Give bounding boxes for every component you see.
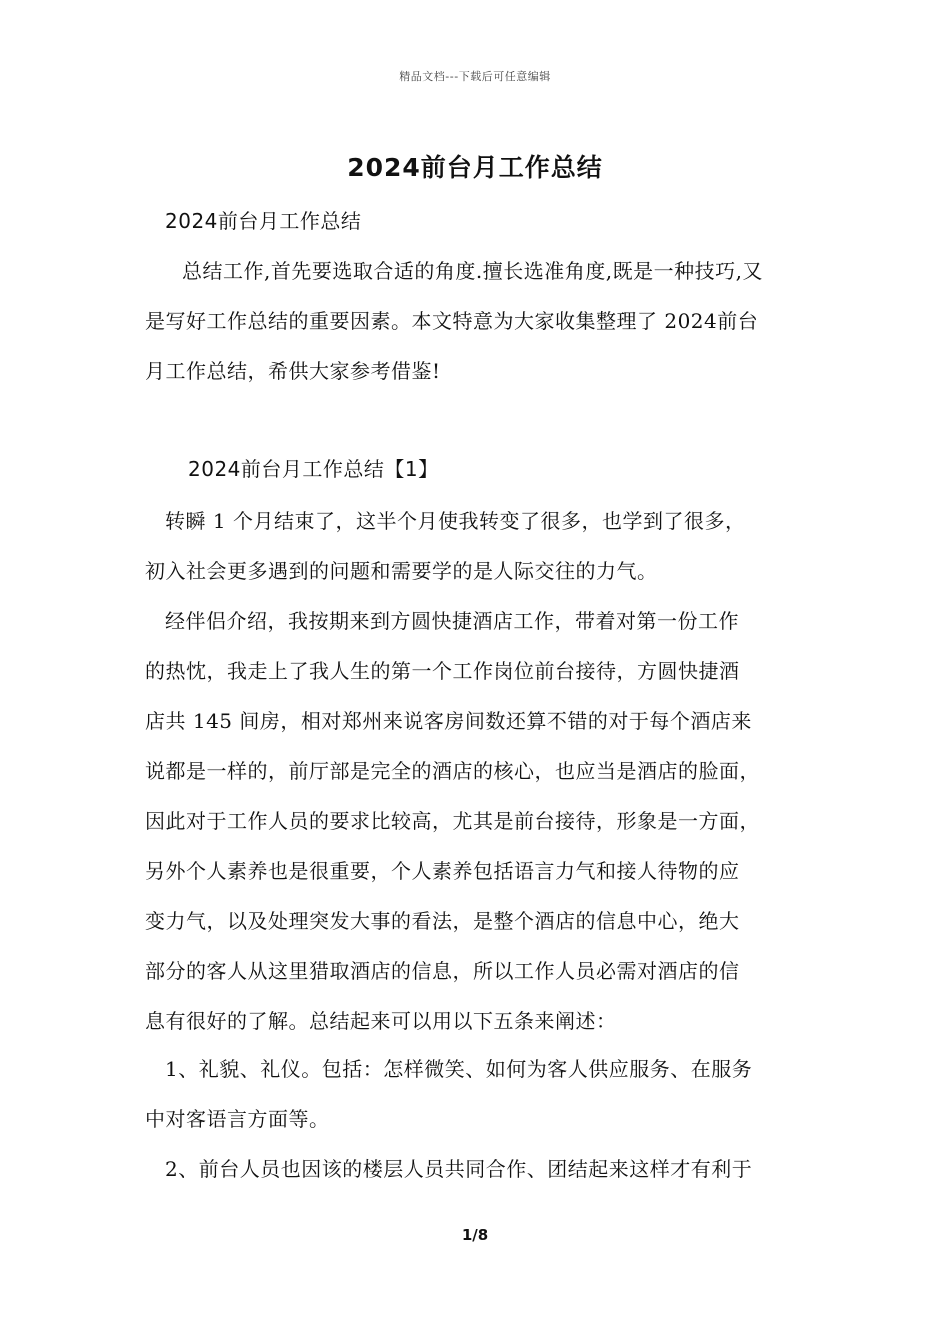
para2-line-8: 部分的客人从这里猎取酒店的信息，所以工作人员必需对酒店的信: [145, 959, 740, 983]
document-title: 2024前台月工作总结: [347, 153, 603, 182]
para2-line-1: 经伴侣介绍，我按期来到方圆快捷酒店工作，带着对第一份工作: [165, 609, 739, 633]
intro-line-1: 总结工作,首先要选取合适的角度.擅长选准角度,既是一种技巧,又: [182, 259, 763, 283]
para2-line-4: 说都是一样的，前厅部是完全的酒店的核心，也应当是酒店的脸面，: [145, 759, 760, 783]
intro-line-3: 月工作总结，希供大家参考借鉴!: [145, 359, 441, 383]
item1-line-2: 中对客语言方面等。: [145, 1107, 330, 1131]
para2-line-5: 因此对于工作人员的要求比较高，尤其是前台接待，形象是一方面，: [145, 809, 760, 833]
intro-line-2: 是写好工作总结的重要因素。本文特意为大家收集整理了 2024前台: [145, 309, 759, 333]
page-header: 精品文档---下载后可任意编辑: [399, 70, 551, 83]
item1-line-1: 1、礼貌、礼仪。包括：怎样微笑、如何为客人供应服务、在服务: [165, 1057, 753, 1081]
page-number: 1/8: [461, 1226, 489, 1244]
para2-line-9: 息有很好的了解。总结起来可以用以下五条来阐述：: [145, 1009, 617, 1033]
section-heading: 2024前台月工作总结【1】: [188, 457, 439, 481]
para1-line-1: 转瞬 1 个月结束了，这半个月使我转变了很多，也学到了很多，: [165, 509, 746, 533]
item2-line-1: 2、前台人员也因该的楼层人员共同合作、团结起来这样才有利于: [165, 1157, 753, 1181]
document-subtitle: 2024前台月工作总结: [165, 209, 362, 233]
para2-line-2: 的热忱，我走上了我人生的第一个工作岗位前台接待，方圆快捷酒: [145, 659, 740, 683]
para1-line-2: 初入社会更多遇到的问题和需要学的是人际交往的力气。: [145, 559, 658, 583]
para2-line-3: 店共 145 间房，相对郑州来说客房间数还算不错的对于每个酒店来: [145, 709, 752, 733]
para2-line-6: 另外个人素养也是很重要，个人素养包括语言力气和接人待物的应: [145, 859, 740, 883]
para2-line-7: 变力气，以及处理突发大事的看法，是整个酒店的信息中心，绝大: [145, 909, 740, 933]
